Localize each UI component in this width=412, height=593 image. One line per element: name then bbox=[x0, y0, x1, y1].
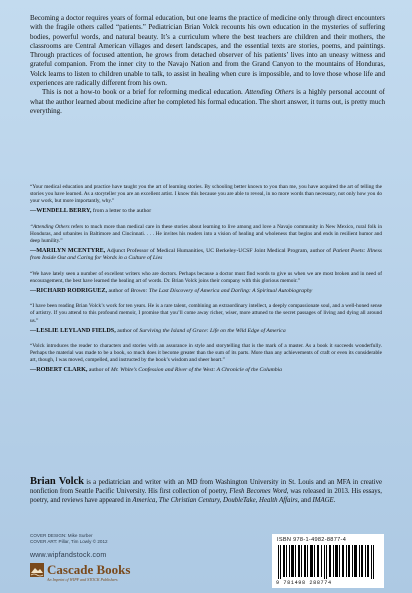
author-bio: Brian Volck is a pediatrician and writer with an MD from Washington University in St. Louis and an MFA in creative nonfiction from Seattle Pacific University. His first collection of poetry, Flesh Becomes Word, was released in 2013. His essays, poetry, and reviews have appeared in America, The Christian Century, DoubleTake, Health Affairs, and IMAGE. bbox=[30, 476, 382, 505]
endorsements bbox=[30, 184, 382, 383]
quote-text: “We have lately seen a number of excellent writers who are doctors. Perhaps because a doctor must find words to give us when we are most broken and in need of encouragement, the best have learned the healing art of words. Dr. Brian Volck joins their company with this glorious memoir.” bbox=[30, 270, 382, 284]
blurb bbox=[30, 14, 385, 116]
publisher-name: Cascade Books bbox=[47, 562, 131, 577]
blurb-paragraph-1: Becoming a doctor requires years of formal education, but one learns the practice of medicine only through direct encounters with the fragile others called “patients.” Pediatrician Brian Volck recounts his own education in the mysteries of suffering bodies, powerful words, and natural beauty. It’s a curriculum where the best teachers are children and their mothers, the classrooms are Central American villages and desert landscapes, and the essential texts are stories, poems, and paintings. Through practices of focused attention, he grows from detached observer of his patients’ lives into an uneasy witness and grateful companion. From the inner city to the Navajo Nation and from the Grand Canyon to the mountains of Honduras, Volck learns to listen to children unable to talk, to assist in healing when cure is impossible, and to love those whose life and experiences are radically different from his own. bbox=[30, 14, 385, 88]
author-name: Brian Volck bbox=[30, 476, 84, 487]
cover-art-credit: COVER ART: Pillar, Tim Lowly © 2012 bbox=[30, 539, 108, 544]
attribution: —ROBERT CLARK, author of Mr. White’s Confession and River of the West: A Chronicle of the Columbia bbox=[30, 366, 282, 374]
book-title: Attending Others bbox=[245, 88, 294, 97]
blurb-paragraph-2: This is not a how-to book or a brief for reforming medical education. Attending Others is a highly personal account of what the author learned about medicine after he completed his formal education. The short answer, it turns out, is pretty much everything. bbox=[30, 88, 385, 115]
barcode bbox=[272, 534, 384, 588]
barcode-digits: 9 781498 288774 bbox=[276, 580, 332, 586]
endorsement-fields bbox=[30, 303, 382, 335]
attribution: —RICHARD RODRIGUEZ, author of Brown: The Last Discovery of America and Darling: A Spiritual Autobiography bbox=[30, 286, 313, 294]
cover-credits bbox=[30, 533, 108, 545]
publisher-tagline: An Imprint of WIPF and STOCK Publishers bbox=[47, 577, 118, 582]
isbn-label: ISBN 978-1-4982-8877-4 bbox=[277, 537, 347, 543]
quote-text: “Your medical education and practice have taught you the art of learning stories. By schooling better known to you than me, you have acquired the art of telling the stories you have learned. As a storyteller you are an excellent artist. I know this because you are able to reveal, in no more words than necessary, not only how you do your work, but more importantly, why.” bbox=[30, 184, 382, 205]
attribution: —MARILYN MCENTYRE, Adjunct Professor of Medical Humanities, UC Berkeley-UCSF Joint Medical Program, author of Patient Poets: Illness from Inside Out and Caring for Words in a Culture of Lies bbox=[30, 246, 382, 262]
endorsement-clark bbox=[30, 343, 382, 375]
barcode-bars bbox=[276, 545, 380, 579]
quote-text: “Attending Others refers to much more than medical care in these stories about learning to live among and love a Navajo community in New Mexico, rural folk in Honduras, and urbanites in Baltimore and Cincinnati. . . . He invites his readers into a vision of healing and wholeness that begins and ends in resilient humor and deep humility.” bbox=[30, 223, 382, 244]
attribution: —LESLIE LEYLAND FIELDS, author of Surviving the Island of Grace: Life on the Wild Edge of America bbox=[30, 326, 286, 334]
quote-text: “Volck introduces the reader to characters and stories with an assurance in style and storytelling that is the mark of a master. As a book it succeeds wonderfully. Perhaps the material was made to be a book, so much does it become greater than the sum of its parts. More than any achievements of craft or even its considerable art, though, I was moved, compelled, and instructed by the book’s wisdom and sheer heart.” bbox=[30, 343, 382, 364]
quote-text: “I have been reading Brian Volck’s work for ten years. He is a rare talent, combining an extraordinary intellect, a deeply compassionate soul, and a well-honed sense of artistry. If you attend to this profound memoir, I promise that you’ll come away richer, wiser, more attuned to the secret passages of living and dying all around us.” bbox=[30, 303, 382, 324]
publisher-url: www.wipfandstock.com bbox=[30, 552, 107, 559]
publisher-logo bbox=[30, 563, 170, 587]
endorsement-mcentyre bbox=[30, 224, 382, 263]
cover-design-credit: COVER DESIGN: Mike Surber bbox=[30, 533, 93, 538]
cascade-logo-icon bbox=[30, 563, 44, 577]
attribution: —WENDELL BERRY, from a letter to the author bbox=[30, 207, 152, 215]
endorsement-berry bbox=[30, 184, 382, 216]
endorsement-rodriguez bbox=[30, 271, 382, 296]
